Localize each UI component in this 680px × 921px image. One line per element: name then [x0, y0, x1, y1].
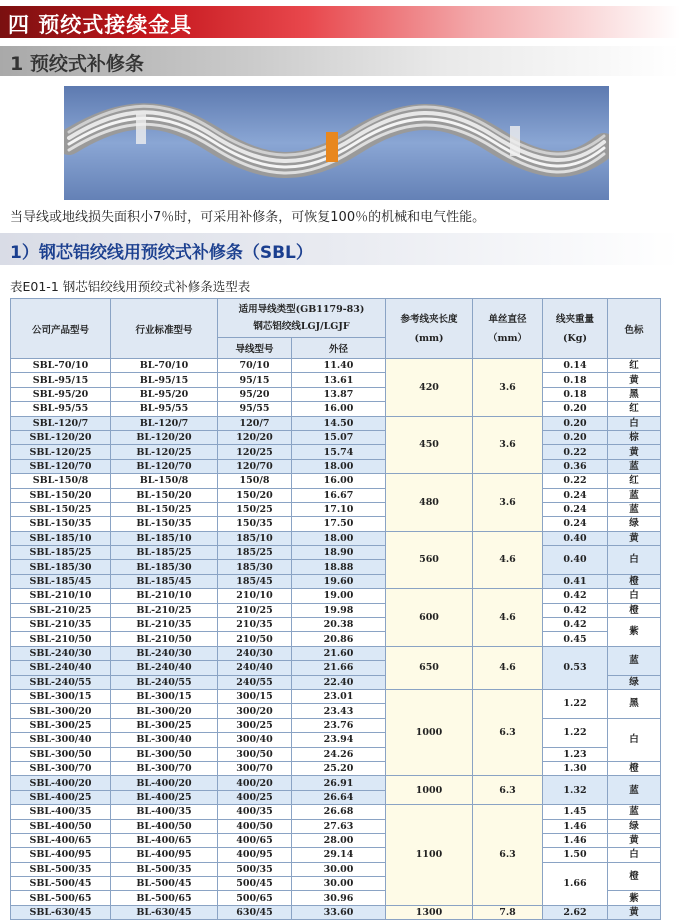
company-model-cell: SBL-240/30: [11, 646, 111, 660]
table-row: [11, 646, 661, 660]
conductor-model-cell: 400/35: [218, 805, 292, 819]
wire-diameter-cell: 3.6: [473, 474, 543, 532]
company-model-cell: SBL-150/20: [11, 488, 111, 502]
subsection-title-bar: [0, 46, 680, 76]
outer-diameter-cell: 22.40: [292, 675, 386, 689]
industry-model-cell: BL-300/20: [111, 704, 218, 718]
ref-length-cell: 1000: [386, 689, 473, 775]
weight-cell: 0.14: [543, 359, 608, 373]
table-row: [11, 546, 661, 560]
subsection-title: 1 预绞式补修条: [10, 53, 144, 75]
wire-diameter-cell: 3.6: [473, 359, 543, 417]
industry-model-cell: BL-95/55: [111, 402, 218, 416]
ref-length-cell: 420: [386, 359, 473, 417]
company-model-cell: SBL-240/40: [11, 661, 111, 675]
color-cell: 绿: [608, 819, 661, 833]
table-row: [11, 531, 661, 545]
conductor-model-cell: 400/25: [218, 790, 292, 804]
color-cell: 白: [608, 848, 661, 862]
wire-diameter-cell: 7.8: [473, 905, 543, 919]
industry-model-cell: BL-185/45: [111, 574, 218, 588]
ref-length-cell: 560: [386, 531, 473, 589]
industry-model-cell: BL-400/20: [111, 776, 218, 790]
conductor-model-cell: 120/70: [218, 459, 292, 473]
industry-model-cell: BL-400/65: [111, 833, 218, 847]
color-cell: 白: [608, 589, 661, 603]
company-model-cell: SBL-210/25: [11, 603, 111, 617]
header-outer-diameter: 外径: [292, 338, 386, 359]
industry-model-cell: BL-150/8: [111, 474, 218, 488]
header-applicable-group: [218, 299, 386, 338]
ref-length-cell: 480: [386, 474, 473, 532]
header-wire-diameter-line2: （mm）: [487, 332, 528, 344]
industry-model-cell: BL-210/25: [111, 603, 218, 617]
conductor-model-cell: 210/35: [218, 618, 292, 632]
weight-cell: 2.62: [543, 905, 608, 919]
industry-model-cell: BL-300/40: [111, 733, 218, 747]
outer-diameter-cell: 21.60: [292, 646, 386, 660]
header-weight-line2: (Kg): [563, 332, 587, 344]
conductor-model-cell: 500/65: [218, 891, 292, 905]
table-row: [11, 632, 661, 646]
outer-diameter-cell: 16.00: [292, 474, 386, 488]
conductor-model-cell: 240/40: [218, 661, 292, 675]
section-title-bar: [0, 6, 680, 38]
weight-cell: 0.36: [543, 459, 608, 473]
table-row: [11, 474, 661, 488]
color-cell: 蓝: [608, 459, 661, 473]
weight-cell: 0.22: [543, 445, 608, 459]
product-photo: [64, 86, 609, 200]
conductor-model-cell: 210/25: [218, 603, 292, 617]
conductor-model-cell: 150/8: [218, 474, 292, 488]
company-model-cell: SBL-70/10: [11, 359, 111, 373]
table-row: [11, 805, 661, 819]
ref-length-cell: 650: [386, 646, 473, 689]
company-model-cell: SBL-185/45: [11, 574, 111, 588]
header-wire-diameter: [473, 299, 543, 359]
outer-diameter-cell: 20.38: [292, 618, 386, 632]
conductor-model-cell: 70/10: [218, 359, 292, 373]
industry-model-cell: BL-120/25: [111, 445, 218, 459]
industry-model-cell: BL-185/30: [111, 560, 218, 574]
industry-model-cell: BL-240/40: [111, 661, 218, 675]
table-row: [11, 819, 661, 833]
color-cell: 绿: [608, 517, 661, 531]
color-cell: 蓝: [608, 646, 661, 675]
table-row: [11, 905, 661, 919]
table-row: [11, 373, 661, 387]
color-cell: 红: [608, 474, 661, 488]
company-model-cell: SBL-185/10: [11, 531, 111, 545]
industry-model-cell: BL-120/7: [111, 416, 218, 430]
industry-model-cell: BL-500/45: [111, 877, 218, 891]
industry-model-cell: BL-400/35: [111, 805, 218, 819]
conductor-model-cell: 500/35: [218, 862, 292, 876]
outer-diameter-cell: 16.67: [292, 488, 386, 502]
conductor-model-cell: 95/20: [218, 387, 292, 401]
table-row: [11, 459, 661, 473]
conductor-model-cell: 400/65: [218, 833, 292, 847]
ref-length-cell: 1000: [386, 776, 473, 805]
company-model-cell: SBL-400/65: [11, 833, 111, 847]
header-applicable-line2: 钢芯铝绞线LGJ/LGJF: [253, 321, 350, 332]
conductor-model-cell: 240/30: [218, 646, 292, 660]
company-model-cell: SBL-210/50: [11, 632, 111, 646]
weight-cell: 0.20: [543, 402, 608, 416]
weight-cell: 0.20: [543, 430, 608, 444]
table-row: [11, 862, 661, 876]
outer-diameter-cell: 17.10: [292, 502, 386, 516]
table-row: [11, 502, 661, 516]
weight-cell: 0.42: [543, 603, 608, 617]
color-cell: 紫: [608, 618, 661, 647]
weight-cell: 0.42: [543, 589, 608, 603]
conductor-model-cell: 150/35: [218, 517, 292, 531]
table-row: [11, 402, 661, 416]
table-row: [11, 618, 661, 632]
color-cell: 黄: [608, 905, 661, 919]
company-model-cell: SBL-150/25: [11, 502, 111, 516]
industry-model-cell: BL-630/45: [111, 905, 218, 919]
outer-diameter-cell: 16.00: [292, 402, 386, 416]
table-row: [11, 747, 661, 761]
conductor-model-cell: 150/20: [218, 488, 292, 502]
table-caption: 表E01-1 钢芯铝绞线用预绞式补修条选型表: [10, 279, 251, 294]
outer-diameter-cell: 23.94: [292, 733, 386, 747]
weight-cell: 0.40: [543, 546, 608, 575]
table-row: [11, 416, 661, 430]
color-cell: 橙: [608, 574, 661, 588]
color-cell: 白: [608, 416, 661, 430]
table-row: [11, 848, 661, 862]
ref-length-cell: 600: [386, 589, 473, 647]
company-model-cell: SBL-500/35: [11, 862, 111, 876]
weight-cell: 0.18: [543, 373, 608, 387]
table-row: [11, 718, 661, 732]
weight-cell: 1.46: [543, 833, 608, 847]
conductor-model-cell: 150/25: [218, 502, 292, 516]
ref-length-cell: 1300: [386, 905, 473, 919]
company-model-cell: SBL-400/95: [11, 848, 111, 862]
weight-cell: 0.45: [543, 632, 608, 646]
weight-cell: 0.22: [543, 474, 608, 488]
color-cell: 蓝: [608, 805, 661, 819]
color-cell: 橙: [608, 603, 661, 617]
company-model-cell: SBL-240/55: [11, 675, 111, 689]
wire-diameter-cell: 6.3: [473, 776, 543, 805]
header-weight-line1: 线夹重量: [555, 313, 594, 325]
industry-model-cell: BL-210/35: [111, 618, 218, 632]
table-row: [11, 689, 661, 703]
table-row: [11, 589, 661, 603]
conductor-model-cell: 300/15: [218, 689, 292, 703]
outer-diameter-cell: 18.00: [292, 459, 386, 473]
weight-cell: 0.24: [543, 502, 608, 516]
company-model-cell: SBL-400/25: [11, 790, 111, 804]
wire-diameter-cell: 4.6: [473, 531, 543, 589]
outer-diameter-cell: 23.43: [292, 704, 386, 718]
wire-diameter-cell: 4.6: [473, 589, 543, 647]
industry-model-cell: BL-150/35: [111, 517, 218, 531]
conductor-model-cell: 120/25: [218, 445, 292, 459]
outer-diameter-cell: 33.60: [292, 905, 386, 919]
company-model-cell: SBL-300/70: [11, 761, 111, 775]
conductor-model-cell: 120/20: [218, 430, 292, 444]
conductor-model-cell: 400/50: [218, 819, 292, 833]
wire-diameter-cell: 3.6: [473, 416, 543, 474]
outer-diameter-cell: 19.60: [292, 574, 386, 588]
company-model-cell: SBL-300/20: [11, 704, 111, 718]
outer-diameter-cell: 26.68: [292, 805, 386, 819]
company-model-cell: SBL-500/45: [11, 877, 111, 891]
color-cell: 蓝: [608, 776, 661, 805]
company-model-cell: SBL-630/45: [11, 905, 111, 919]
weight-cell: 1.45: [543, 805, 608, 819]
ref-length-cell: 450: [386, 416, 473, 474]
industry-model-cell: BL-240/30: [111, 646, 218, 660]
color-cell: 黑: [608, 387, 661, 401]
company-model-cell: SBL-150/35: [11, 517, 111, 531]
industry-model-cell: BL-95/15: [111, 373, 218, 387]
wire-diameter-cell: 6.3: [473, 689, 543, 775]
industry-model-cell: BL-400/95: [111, 848, 218, 862]
company-model-cell: SBL-500/65: [11, 891, 111, 905]
conductor-model-cell: 400/95: [218, 848, 292, 862]
company-model-cell: SBL-120/70: [11, 459, 111, 473]
conductor-model-cell: 210/50: [218, 632, 292, 646]
product-heading-bar: [0, 233, 680, 265]
outer-diameter-cell: 18.90: [292, 546, 386, 560]
weight-cell: 1.22: [543, 689, 608, 718]
weight-cell: 1.30: [543, 761, 608, 775]
weight-cell: 0.18: [543, 387, 608, 401]
header-ref-length: [386, 299, 473, 359]
color-cell: 黄: [608, 833, 661, 847]
outer-diameter-cell: 23.01: [292, 689, 386, 703]
company-model-cell: SBL-120/20: [11, 430, 111, 444]
color-cell: 红: [608, 359, 661, 373]
conductor-model-cell: 210/10: [218, 589, 292, 603]
color-cell: 黑: [608, 689, 661, 718]
industry-model-cell: BL-210/10: [111, 589, 218, 603]
table-row: [11, 603, 661, 617]
color-cell: 棕: [608, 430, 661, 444]
outer-diameter-cell: 27.63: [292, 819, 386, 833]
company-model-cell: SBL-95/15: [11, 373, 111, 387]
table-row: [11, 517, 661, 531]
outer-diameter-cell: 15.74: [292, 445, 386, 459]
weight-cell: 0.24: [543, 517, 608, 531]
conductor-model-cell: 120/7: [218, 416, 292, 430]
company-model-cell: SBL-300/50: [11, 747, 111, 761]
company-model-cell: SBL-300/25: [11, 718, 111, 732]
header-wire-diameter-line1: 单丝直径: [488, 313, 527, 325]
ref-length-cell: 1100: [386, 805, 473, 906]
weight-cell: 1.66: [543, 862, 608, 905]
industry-model-cell: BL-120/70: [111, 459, 218, 473]
outer-diameter-cell: 30.00: [292, 862, 386, 876]
outer-diameter-cell: 18.00: [292, 531, 386, 545]
conductor-model-cell: 630/45: [218, 905, 292, 919]
outer-diameter-cell: 17.50: [292, 517, 386, 531]
company-model-cell: SBL-120/7: [11, 416, 111, 430]
conductor-model-cell: 240/55: [218, 675, 292, 689]
industry-model-cell: BL-120/20: [111, 430, 218, 444]
color-cell: 白: [608, 718, 661, 761]
wire-diameter-cell: 6.3: [473, 805, 543, 906]
conductor-model-cell: 300/50: [218, 747, 292, 761]
company-model-cell: SBL-210/10: [11, 589, 111, 603]
industry-model-cell: BL-70/10: [111, 359, 218, 373]
company-model-cell: SBL-210/35: [11, 618, 111, 632]
industry-model-cell: BL-500/35: [111, 862, 218, 876]
header-weight: [543, 299, 608, 359]
outer-diameter-cell: 25.20: [292, 761, 386, 775]
industry-model-cell: BL-150/25: [111, 502, 218, 516]
company-model-cell: SBL-400/20: [11, 776, 111, 790]
industry-model-cell: BL-500/65: [111, 891, 218, 905]
outer-diameter-cell: 30.00: [292, 877, 386, 891]
outer-diameter-cell: 29.14: [292, 848, 386, 862]
outer-diameter-cell: 14.50: [292, 416, 386, 430]
outer-diameter-cell: 30.96: [292, 891, 386, 905]
header-conductor-model: 导线型号: [218, 338, 292, 359]
outer-diameter-cell: 20.86: [292, 632, 386, 646]
header-industry-model: 行业标准型号: [111, 299, 218, 359]
table-row: [11, 776, 661, 790]
weight-cell: 1.32: [543, 776, 608, 805]
outer-diameter-cell: 26.64: [292, 790, 386, 804]
company-model-cell: SBL-95/55: [11, 402, 111, 416]
header-applicable-line1: 适用导线类型(GB1179-83): [238, 304, 365, 315]
company-model-cell: SBL-150/8: [11, 474, 111, 488]
color-cell: 蓝: [608, 502, 661, 516]
conductor-model-cell: 300/40: [218, 733, 292, 747]
outer-diameter-cell: 15.07: [292, 430, 386, 444]
color-cell: 黄: [608, 445, 661, 459]
color-cell: 绿: [608, 675, 661, 689]
header-ref-length-line1: 参考线夹长度: [400, 313, 458, 325]
table-row: [11, 488, 661, 502]
conductor-model-cell: 500/45: [218, 877, 292, 891]
company-model-cell: SBL-185/30: [11, 560, 111, 574]
weight-cell: 0.42: [543, 618, 608, 632]
color-cell: 紫: [608, 891, 661, 905]
industry-model-cell: BL-400/25: [111, 790, 218, 804]
outer-diameter-cell: 21.66: [292, 661, 386, 675]
table-row: [11, 833, 661, 847]
industry-model-cell: BL-300/70: [111, 761, 218, 775]
table-row: [11, 445, 661, 459]
header-company-model: 公司产品型号: [11, 299, 111, 359]
company-model-cell: SBL-400/50: [11, 819, 111, 833]
weight-cell: 1.46: [543, 819, 608, 833]
conductor-model-cell: 95/15: [218, 373, 292, 387]
outer-diameter-cell: 19.98: [292, 603, 386, 617]
conductor-model-cell: 185/25: [218, 546, 292, 560]
outer-diameter-cell: 18.88: [292, 560, 386, 574]
industry-model-cell: BL-400/50: [111, 819, 218, 833]
weight-cell: 1.50: [543, 848, 608, 862]
color-cell: 白: [608, 546, 661, 575]
conductor-model-cell: 185/30: [218, 560, 292, 574]
table-body: [11, 359, 661, 920]
industry-model-cell: BL-300/50: [111, 747, 218, 761]
company-model-cell: SBL-400/35: [11, 805, 111, 819]
weight-cell: 1.22: [543, 718, 608, 747]
weight-cell: 0.41: [543, 574, 608, 588]
color-cell: 黄: [608, 373, 661, 387]
section-title: 四 预绞式接续金具: [8, 13, 193, 37]
armor-rod-illustration: [64, 86, 609, 200]
weight-cell: 0.20: [543, 416, 608, 430]
weight-cell: 1.23: [543, 747, 608, 761]
table-row: [11, 430, 661, 444]
conductor-model-cell: 300/20: [218, 704, 292, 718]
company-model-cell: SBL-300/40: [11, 733, 111, 747]
industry-model-cell: BL-300/15: [111, 689, 218, 703]
weight-cell: 0.24: [543, 488, 608, 502]
header-color: 色标: [608, 299, 661, 359]
header-ref-length-line2: (mm): [414, 332, 444, 344]
outer-diameter-cell: 24.26: [292, 747, 386, 761]
conductor-model-cell: 185/10: [218, 531, 292, 545]
intro-text: 当导线或地线损失面积小7％时，可采用补修条，可恢复100％的机械和电气性能。: [10, 210, 486, 225]
product-heading: 1）钢芯铝绞线用预绞式补修条（SBL）: [10, 243, 313, 263]
conductor-model-cell: 400/20: [218, 776, 292, 790]
industry-model-cell: BL-95/20: [111, 387, 218, 401]
weight-cell: 0.53: [543, 646, 608, 689]
outer-diameter-cell: 11.40: [292, 359, 386, 373]
company-model-cell: SBL-95/20: [11, 387, 111, 401]
industry-model-cell: BL-240/55: [111, 675, 218, 689]
table-row: [11, 387, 661, 401]
table-row: [11, 574, 661, 588]
color-cell: 黄: [608, 531, 661, 545]
industry-model-cell: BL-150/20: [111, 488, 218, 502]
outer-diameter-cell: 13.61: [292, 373, 386, 387]
company-model-cell: SBL-185/25: [11, 546, 111, 560]
color-cell: 红: [608, 402, 661, 416]
weight-cell: 0.40: [543, 531, 608, 545]
outer-diameter-cell: 28.00: [292, 833, 386, 847]
table-row: [11, 359, 661, 373]
outer-diameter-cell: 19.00: [292, 589, 386, 603]
color-cell: 橙: [608, 862, 661, 891]
conductor-model-cell: 185/45: [218, 574, 292, 588]
conductor-model-cell: 95/55: [218, 402, 292, 416]
conductor-model-cell: 300/70: [218, 761, 292, 775]
color-cell: 橙: [608, 761, 661, 775]
table-row: [11, 761, 661, 775]
industry-model-cell: BL-185/10: [111, 531, 218, 545]
outer-diameter-cell: 26.91: [292, 776, 386, 790]
color-cell: 蓝: [608, 488, 661, 502]
industry-model-cell: BL-210/50: [111, 632, 218, 646]
outer-diameter-cell: 23.76: [292, 718, 386, 732]
industry-model-cell: BL-300/25: [111, 718, 218, 732]
outer-diameter-cell: 13.87: [292, 387, 386, 401]
company-model-cell: SBL-300/15: [11, 689, 111, 703]
industry-model-cell: BL-185/25: [111, 546, 218, 560]
selection-table: [10, 298, 661, 920]
conductor-model-cell: 300/25: [218, 718, 292, 732]
wire-diameter-cell: 4.6: [473, 646, 543, 689]
company-model-cell: SBL-120/25: [11, 445, 111, 459]
